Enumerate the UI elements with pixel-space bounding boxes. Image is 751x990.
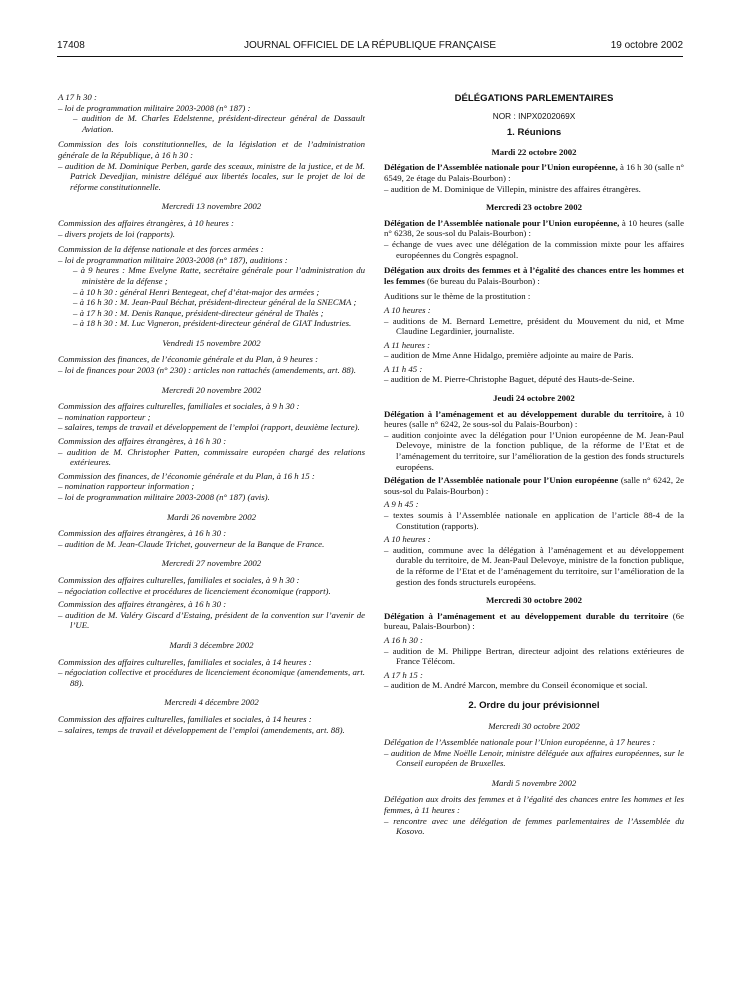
agenda-item: – textes soumis à l’Assemblée nationale en application de l’article 88-4 de la Constitution (rapports).: [384, 510, 684, 531]
agenda-item: – audition de M. Philippe Bertran, directeur adjoint des relations extérieures de France Télécom.: [384, 645, 684, 667]
journal-title: JOURNAL OFFICIEL DE LA RÉPUBLIQUE FRANÇAISE: [243, 40, 497, 51]
time-label: A 10 heures :: [384, 534, 431, 545]
agenda-subitem: – à 9 heures : Mme Evelyne Ratte, secrétaire générale pour l’administration du ministère de la défense ;: [73, 265, 365, 286]
section-title: DÉLÉGATIONS PARLEMENTAIRES: [454, 93, 614, 104]
agenda-item: – rencontre avec une délégation de femmes parlementaires de l’Assemblée du Kosovo.: [384, 815, 684, 837]
time-label: A 17 h 15 :: [384, 669, 423, 680]
header-rule: [57, 56, 683, 57]
time-label: A 11 h 45 :: [384, 363, 423, 374]
theme-line: Auditions sur le thème de la prostitution :: [384, 291, 531, 302]
agenda-item: – nomination rapporteur ;: [58, 411, 151, 422]
commission-heading: Commission des affaires culturelles, familiales et sociales, à 14 heures :: [58, 656, 312, 667]
date-heading: Mercredi 20 novembre 2002: [161, 384, 262, 395]
meeting-location: à 16 h 30 (salle n° 6549, 2e étage du Palais-Bourbon) :: [384, 162, 684, 183]
agenda-item: – négociation collective et procédures de licenciement économique (rapport).: [58, 585, 331, 596]
agenda-item: – loi de programmation militaire 2003-2008 (n° 187) (avis).: [58, 492, 270, 502]
agenda-item: – salaires, temps de travail et développement de l’emploi (rapport, deuxième lecture).: [58, 422, 360, 433]
agenda-item: – audition de M. André Marcon, membre du Conseil économique et social.: [384, 680, 648, 691]
agenda-item: – échange de vues avec une délégation de la commission mixte pour les affaires européennes du Congrès espagnol.: [384, 238, 684, 260]
commission-heading: Commission des finances, de l’économie générale et du Plan, à 9 heures :: [58, 354, 319, 365]
page-number: 17408: [57, 40, 85, 51]
meeting-location: à 10 heures (salle n° 6238, 2e sous-sol du Palais-Bourbon) :: [384, 217, 685, 239]
commission-heading: Commission des affaires culturelles, familiales et sociales, à 9 h 30 :: [58, 401, 300, 412]
date-heading: Vendredi 15 novembre 2002: [162, 337, 261, 348]
date-heading: Mercredi 13 novembre 2002: [161, 201, 262, 212]
date-heading: Mercredi 27 novembre 2002: [161, 558, 262, 569]
commission-heading: Commission des affaires étrangères, à 16 h 30 :: [58, 436, 227, 447]
delegation-heading: Délégation à l’aménagement et au développement durable du territoire: [384, 610, 669, 621]
issue-date: 19 octobre 2002: [610, 40, 683, 51]
agenda-item: – audition conjointe avec la délégation pour l’Union européenne de M. Jean-Paul Delevoye, ministre de la fonction publique, de la réforme de l’Etat et de l’aménagement du territoire, sur l’amélioration de la gestion des fonds structurels européens.: [384, 429, 684, 472]
agenda-subitem: – à 10 h 30 : général Henri Bentegeat, chef d’état-major des armées ;: [73, 286, 320, 297]
commission-heading: Commission des affaires culturelles, familiales et sociales, à 9 h 30 :: [58, 574, 300, 585]
agenda-item: – audition de M. Dominique Perben, garde des sceaux, ministre de la justice, et de M. Patrick Devedjian, ministre délégué aux libertés locales, sur le projet de loi de réforme constitutionnelle.: [58, 160, 365, 192]
delegation-heading: Délégation à l’aménagement et au développement durable du territoire,: [384, 408, 664, 419]
delegation-heading: Délégation de l’Assemblée nationale pour l’Union européenne: [384, 475, 619, 486]
agenda-item: – audition de M. Christopher Patten, commissaire européen chargé des relations extérieures.: [58, 446, 365, 468]
delegation-heading: Délégation de l’Assemblée nationale pour l’Union européenne,: [384, 217, 620, 228]
agenda-item: – loi de finances pour 2003 (n° 230) : articles non rattachés (amendements, art. 88).: [58, 365, 356, 376]
commission-heading: Commission des affaires culturelles, familiales et sociales, à 14 heures :: [58, 713, 312, 724]
date-heading: Mardi 26 novembre 2002: [166, 511, 256, 522]
right-column: [384, 92, 684, 837]
commission-heading: Commission des affaires étrangères, à 16 h 30 :: [58, 599, 227, 610]
commission-heading: Commission des affaires étrangères, à 16 h 30 :: [58, 528, 227, 539]
date-heading: Mercredi 30 octobre 2002: [485, 595, 582, 606]
subsection-title: 1. Réunions: [506, 127, 562, 139]
agenda-item: – audition de Mme Noëlle Lenoir, ministre déléguée aux affaires européennes, sur le Conseil européen de Bruxelles.: [384, 747, 684, 769]
agenda-subitem: – à 16 h 30 : M. Jean-Paul Béchat, président-directeur général de la SNECMA ;: [73, 297, 357, 308]
meeting-location: (salle n° 6242, 2e sous-sol du Palais-Bourbon) :: [384, 475, 685, 496]
agenda-item: – audition, commune avec la délégation à l’aménagement et au développement durable du territoire, de M. Jean-Paul Delevoye, ministre de la fonction publique, de la réforme de l’Etat et de l’aménagement du territoire, sur l’amélioration de la gestion des fonds structurels européens.: [384, 544, 684, 587]
agenda-item: – audition de M. Jean-Claude Trichet, gouverneur de la Banque de France.: [58, 538, 325, 549]
agenda-item: – loi de programmation militaire 2003-2008 (n° 187), auditions :: [58, 254, 288, 265]
nor-reference: NOR : INPX0202069X: [492, 110, 576, 121]
time-label: A 9 h 45 :: [384, 499, 419, 510]
date-heading: Jeudi 24 octobre 2002: [493, 393, 575, 404]
meeting-location: (6e bureau, Palais-Bourbon) :: [384, 610, 684, 632]
meeting-location: (6e bureau du Palais-Bourbon) :: [427, 275, 540, 286]
agenda-item: – audition de M. Pierre-Christophe Baguet, député des Hauts-de-Seine.: [384, 374, 635, 385]
agenda-item: – divers projets de loi (rapports).: [58, 228, 175, 239]
date-heading: Mardi 22 octobre 2002: [491, 146, 577, 157]
date-heading: Mercredi 23 octobre 2002: [485, 202, 582, 213]
date-heading: Mercredi 4 décembre 2002: [164, 697, 259, 708]
date-heading: Mercredi 30 octobre 2002: [488, 720, 580, 731]
agenda-item: – auditions de M. Bernard Lemettre, président du Mouvement du nid, et Mme Claudine Legardinier, journaliste.: [384, 315, 684, 337]
agenda-item: – salaires, temps de travail et développement de l’emploi (amendements, art. 88).: [58, 724, 345, 735]
page-header: [57, 40, 683, 54]
time-label: A 16 h 30 :: [384, 634, 423, 645]
agenda-item: – loi de programmation militaire 2003-2008 (n° 187) :: [58, 102, 251, 113]
subsection-title: 2. Ordre du jour prévisionnel: [468, 699, 600, 711]
commission-heading: Commission des finances, de l’économie générale et du Plan, à 16 h 15 :: [58, 470, 315, 481]
time-label: A 11 heures :: [384, 339, 431, 350]
agenda-item: – audition de M. Valéry Giscard d’Estaing, président de la convention sur l’avenir de l’UE.: [58, 609, 365, 631]
time-label: A 10 heures :: [384, 304, 431, 315]
date-heading: Mardi 5 novembre 2002: [491, 777, 577, 788]
agenda-item: – audition de Mme Anne Hidalgo, première adjointe au maire de Paris.: [384, 350, 634, 361]
meeting-location: à 10 heures (salle n° 6242, 2e sous-sol du Palais-Bourbon) :: [384, 408, 684, 430]
left-column: [58, 92, 365, 735]
agenda-subitem: – à 17 h 30 : M. Denis Ranque, président-directeur général de Thalès ;: [73, 307, 324, 318]
delegation-heading: Délégation aux droits des femmes et à l’égalité des chances entre les hommes et les femmes: [384, 265, 684, 286]
commission-heading: Commission de la défense nationale et des forces armées :: [58, 244, 264, 255]
agenda-item: – négociation collective et procédures de licenciement économique (amendements, art. 88).: [58, 667, 365, 688]
commission-heading: Commission des lois constitutionnelles, de la législation et de l’administration générale de la République, à 16 h 30 :: [58, 139, 365, 160]
delegation-heading: Délégation de l’Assemblée nationale pour l’Union européenne, à 17 heures :: [384, 737, 656, 748]
delegation-heading: Délégation aux droits des femmes et à l’égalité des chances entre les hommes et les femmes, à 11 heures :: [384, 794, 684, 816]
agenda-subitem: – à 18 h 30 : M. Luc Vigneron, président-directeur général de GIAT Industries.: [73, 318, 352, 329]
date-heading: Mardi 3 décembre 2002: [169, 639, 254, 650]
delegation-heading: Délégation de l’Assemblée nationale pour l’Union européenne,: [384, 162, 618, 173]
agenda-item: – audition de M. Dominique de Villepin, ministre des affaires étrangères.: [384, 183, 641, 194]
time-label: A 17 h 30 :: [58, 92, 97, 102]
agenda-subitem: – audition de M. Charles Edelstenne, président-directeur général de Dassault Aviation.: [73, 113, 365, 134]
agenda-item: – nomination rapporteur information ;: [58, 481, 195, 492]
commission-heading: Commission des affaires étrangères, à 10 heures :: [58, 217, 234, 228]
